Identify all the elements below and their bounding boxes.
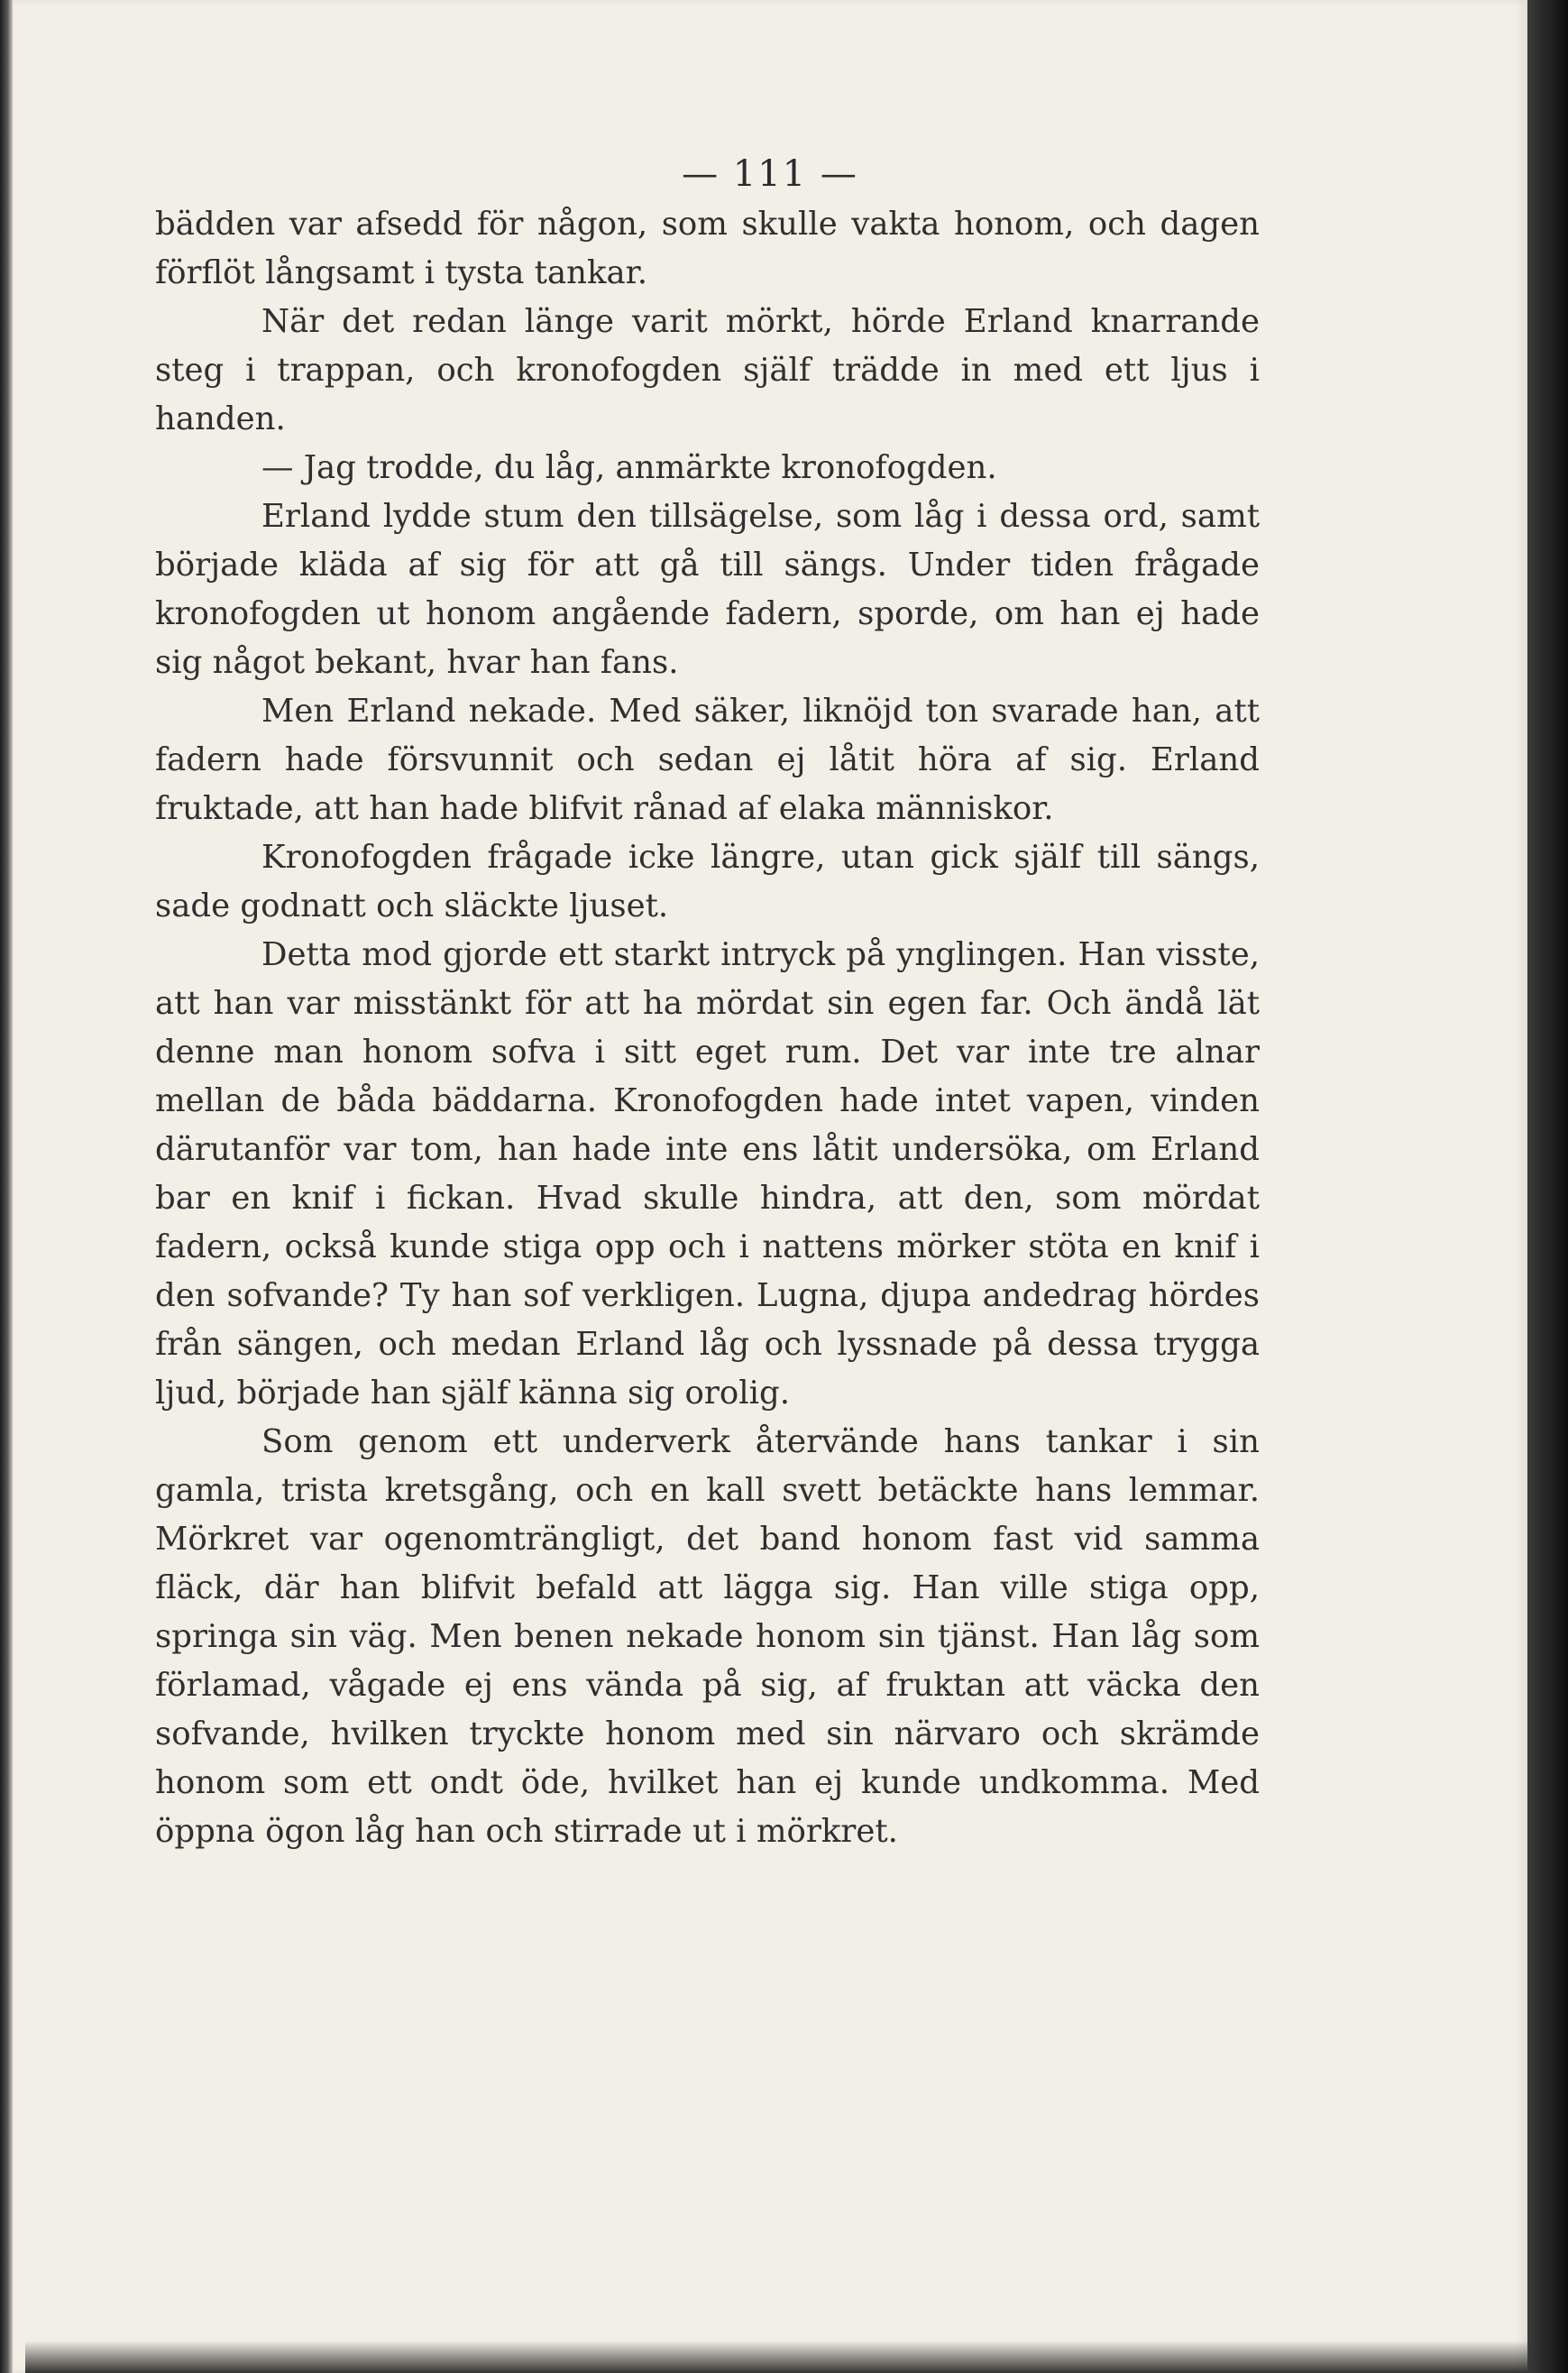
paragraph: När det redan länge varit mörkt, hörde Erland knarrande steg i trappan, och kronofogden själf trädde in med ett ljus i handen. <box>155 303 1260 437</box>
paragraph: Men Erland nekade. Med säker, liknöjd ton svarade han, att fadern hade försvunnit och sedan ej låtit höra af sig. Erland fruktade, att han hade blifvit rånad af elaka människor. <box>155 693 1260 827</box>
body-text <box>155 200 1260 1856</box>
scan-bottom-edge <box>25 2341 1540 2373</box>
paragraph: — Jag trodde, du låg, anmärkte kronofogden. <box>261 449 997 486</box>
scan-left-edge <box>0 0 13 2373</box>
paragraph: Kronofogden frågade icke längre, utan gick själf till sängs, sade godnatt och släckte ljuset. <box>155 839 1260 924</box>
book-page <box>13 0 1527 2373</box>
paragraph: Som genom ett underverk återvände hans tankar i sin gamla, trista kretsgång, och en kall svett betäckte hans lemmar. Mörkret var ogenomträngligt, det band honom fast vid samma fläck, där han blifvit befald att lägga sig. Han ville stiga opp, springa sin väg. Men benen nekade honom sin tjänst. Han låg som förlamad, vågade ej ens vända på sig, af fruktan att väcka den sofvande, hvilken tryckte honom med sin närvaro och skrämde honom som ett ondt öde, hvilket han ej kunde undkomma. Med öppna ögon låg han och stirrade ut i mörkret. <box>155 1423 1260 1850</box>
scan-right-edge <box>1527 0 1568 2373</box>
page-number: — 111 — <box>682 153 858 195</box>
paragraph: Detta mod gjorde ett starkt intryck på ynglingen. Han visste, att han var misstänkt för att ha mördat sin egen far. Och ändå lät denne man honom sofva i sitt eget rum. Det var inte tre alnar mellan de båda bäddarna. Kronofogden hade intet vapen, vinden därutanför var tom, han hade inte ens låtit undersöka, om Erland bar en knif i fickan. Hvad skulle hindra, att den, som mördat fadern, också kunde stiga opp och i nattens mörker stöta en knif i den sofvande? Ty han sof verkligen. Lugna, djupa andedrag hördes från sängen, och medan Erland låg och lyssnade på dessa trygga ljud, började han själf känna sig orolig. <box>155 936 1260 1412</box>
paragraph: Erland lydde stum den tillsägelse, som låg i dessa ord, samt började kläda af sig för att gå till sängs. Under tiden frågade kronofogden ut honom angående fadern, sporde, om han ej hade sig något bekant, hvar han fans. <box>155 498 1260 681</box>
paragraph: bädden var afsedd för någon, som skulle vakta honom, och dagen förflöt långsamt i tysta tankar. <box>155 206 1260 291</box>
